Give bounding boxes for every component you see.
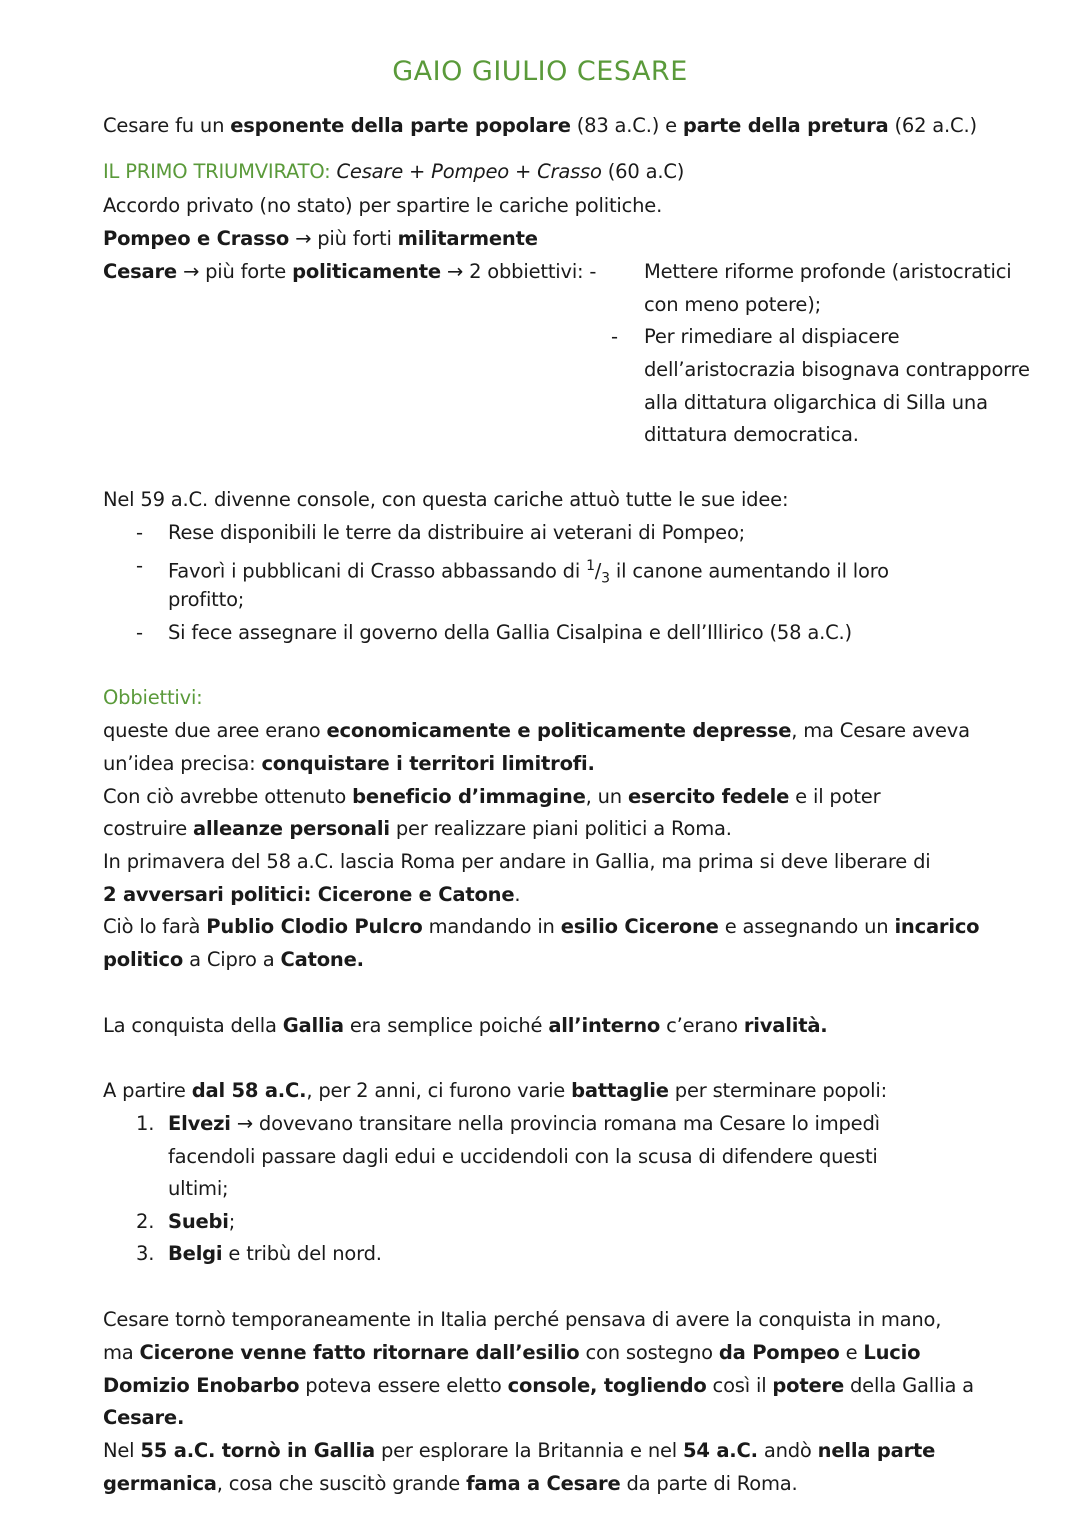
- text: costruire: [103, 817, 194, 840]
- text: (83 a.C.) e: [570, 114, 683, 137]
- objective-item-2-line-1: Per rimediare al dispiacere: [644, 325, 900, 348]
- consolato-item-3: Si fece assegnare il governo della Gallia Cisalpina e dell’Illirico (58 a.C.): [168, 621, 852, 644]
- text: Cesare fu un: [103, 114, 231, 137]
- cesare-line: [103, 256, 596, 288]
- fraction-slash: /: [594, 559, 602, 583]
- text: Ciò lo farà: [103, 915, 207, 938]
- bold-text: all’interno: [548, 1014, 661, 1037]
- consolato-item-2-line-2: profitto;: [168, 588, 245, 611]
- bold-text: Gallia: [282, 1014, 344, 1037]
- text: e tribù del nord.: [222, 1242, 382, 1265]
- bold-text: parte della pretura: [682, 114, 889, 137]
- text: → 2 obbiettivi: -: [440, 260, 597, 283]
- text: il canone aumentando il loro: [609, 559, 889, 583]
- bold-text: economicamente e politicamente depresse: [326, 719, 792, 742]
- bold-text: console: [507, 1374, 591, 1397]
- text: Con ciò avrebbe ottenuto: [103, 785, 353, 808]
- bold-text: togliendo: [603, 1374, 707, 1397]
- fraction-numerator: 1: [586, 558, 595, 574]
- ritorno-line-6: [103, 1468, 798, 1500]
- obbiettivi-line-4: [103, 813, 732, 845]
- bold-text: incarico: [894, 915, 980, 938]
- text: un’idea precisa:: [103, 752, 262, 775]
- bold-text: militarmente: [397, 227, 538, 250]
- list-bullet: -: [136, 521, 143, 544]
- obbiettivi-line-6: [103, 879, 520, 911]
- text: mandando in: [422, 915, 561, 938]
- text: ma: [103, 1341, 140, 1364]
- list-bullet: -: [136, 554, 143, 577]
- bold-text: Pompeo e Crasso: [103, 227, 290, 250]
- bold-text: esercito fedele: [627, 785, 790, 808]
- ritorno-line-3: [103, 1370, 974, 1402]
- text: poteva essere eletto: [299, 1374, 508, 1397]
- section-heading: IL PRIMO TRIUMVIRATO:: [103, 160, 331, 183]
- text: .: [820, 1014, 828, 1037]
- text: queste due aree erano: [103, 719, 327, 742]
- bold-text: dal 58 a.C.: [191, 1079, 307, 1102]
- text: da parte di Roma.: [620, 1472, 798, 1495]
- text: La conquista della: [103, 1014, 283, 1037]
- bold-text: Publio Clodio Pulcro: [206, 915, 423, 938]
- pompeo-crasso-line: [103, 223, 538, 255]
- bold-text: rivalità: [743, 1014, 821, 1037]
- bold-text: Catone: [280, 948, 357, 971]
- bold-text: fama a Cesare: [466, 1472, 621, 1495]
- text: ;: [228, 1210, 236, 1233]
- objective-item-2-line-2: dell’aristocrazia bisognava contrapporre: [644, 358, 1030, 381]
- objective-item-1-line-2: con meno potere);: [644, 293, 822, 316]
- text: andò: [757, 1439, 818, 1462]
- text: per sterminare popoli:: [668, 1079, 887, 1102]
- objective-item-1-line-1: Mettere riforme profonde (aristocratici: [644, 260, 1012, 283]
- battaglie-item-2: [168, 1206, 235, 1238]
- gallia-paragraph: [103, 1010, 828, 1042]
- bold-text: Cesare: [103, 260, 177, 283]
- italic-text: Cesare + Pompeo + Crasso: [330, 160, 602, 183]
- text: , cosa che suscitò grande: [216, 1472, 467, 1495]
- text: Favorì i pubblicani di Crasso abbassando di: [168, 559, 587, 583]
- battaglie-intro: [103, 1075, 887, 1107]
- bold-text: esilio Cicerone: [560, 915, 719, 938]
- text: .: [176, 1406, 185, 1429]
- ritorno-line-5: [103, 1435, 935, 1467]
- obbiettivi-line-5: In primavera del 58 a.C. lascia Roma per andare in Gallia, ma prima si deve liberare di: [103, 850, 931, 873]
- triumvirato-heading-line: [103, 156, 684, 188]
- text: era semplice poiché: [343, 1014, 549, 1037]
- bold-text: Lucio: [863, 1341, 921, 1364]
- text: A partire: [103, 1079, 192, 1102]
- objective-item-2-line-4: dittatura democratica.: [644, 423, 859, 446]
- text: c’erano: [660, 1014, 744, 1037]
- obbiettivi-line-3: [103, 781, 880, 813]
- bold-text: Cicerone venne fatto ritornare dall’esilio: [139, 1341, 580, 1364]
- battaglie-item-3: [168, 1238, 382, 1270]
- consolato-item-1: Rese disponibili le terre da distribuire ai veterani di Pompeo;: [168, 521, 746, 544]
- bold-text: 54 a.C.: [683, 1439, 758, 1462]
- bold-text: nella parte: [817, 1439, 936, 1462]
- bold-text: Suebi: [168, 1210, 229, 1233]
- bold-text: battaglie: [571, 1079, 669, 1102]
- text: per realizzare piani politici a Roma.: [389, 817, 732, 840]
- fraction-denominator: 3: [601, 570, 610, 587]
- battaglie-item-1-line-3: ultimi;: [168, 1177, 229, 1200]
- text: .: [514, 883, 521, 906]
- obbiettivi-line-1: [103, 715, 970, 747]
- battaglie-item-1-line-2: facendoli passare dagli edui e uccidendoli con la scusa di difendere questi: [168, 1145, 878, 1168]
- text: della Gallia a: [843, 1374, 974, 1397]
- text: a Cipro a: [183, 948, 281, 971]
- list-number: 2.: [136, 1210, 155, 1233]
- text: .: [356, 948, 364, 971]
- text: per esplorare la Britannia e nel: [374, 1439, 684, 1462]
- text: Nel: [103, 1439, 141, 1462]
- text: , ma Cesare aveva: [791, 719, 970, 742]
- list-bullet: -: [136, 621, 143, 644]
- bold-text: potere: [772, 1374, 844, 1397]
- consolato-item-2: [168, 550, 889, 594]
- objective-bullet-2: -: [611, 325, 618, 348]
- ritorno-line-2: [103, 1337, 920, 1369]
- ritorno-line-4: [103, 1402, 184, 1434]
- page-title: GAIO GIULIO CESARE: [392, 56, 688, 87]
- text: , un: [585, 785, 628, 808]
- text: e assegnando un: [718, 915, 895, 938]
- text: → dovevano transitare nella provincia romana ma Cesare lo impedì: [230, 1112, 880, 1135]
- text: e il poter: [789, 785, 881, 808]
- bold-text: Elvezi: [168, 1112, 231, 1135]
- bold-text: Cesare: [103, 1406, 177, 1429]
- triumvirato-line-2: Accordo privato (no stato) per spartire le cariche politiche.: [103, 194, 663, 217]
- intro-paragraph: [103, 110, 977, 142]
- bold-text: da Pompeo: [718, 1341, 840, 1364]
- bold-text: politicamente: [292, 260, 441, 283]
- bold-text: alleanze personali: [193, 817, 390, 840]
- battaglie-item-1: [168, 1108, 880, 1140]
- bold-text: 2 avversari politici: Cicerone e Catone: [103, 883, 515, 906]
- text: così il: [706, 1374, 773, 1397]
- text: con sostegno: [579, 1341, 719, 1364]
- text: , per 2 anni, ci furono varie: [306, 1079, 572, 1102]
- text: → più forte: [176, 260, 293, 283]
- bold-text: Domizio Enobarbo: [103, 1374, 300, 1397]
- text: ,: [590, 1374, 604, 1397]
- objective-item-2-line-3: alla dittatura oligarchica di Silla una: [644, 391, 988, 414]
- obbiettivi-line-8: [103, 944, 364, 976]
- bold-text: 55 a.C. tornò in Gallia: [140, 1439, 375, 1462]
- text: .: [587, 752, 595, 775]
- text: → più forti: [289, 227, 398, 250]
- bold-text: politico: [103, 948, 184, 971]
- text: (62 a.C.): [888, 114, 977, 137]
- bold-text: esponente della parte popolare: [230, 114, 571, 137]
- list-number: 1.: [136, 1112, 155, 1135]
- bold-text: conquistare i territori limitrofi: [261, 752, 588, 775]
- bold-text: Belgi: [168, 1242, 223, 1265]
- text: e: [839, 1341, 864, 1364]
- list-number: 3.: [136, 1242, 155, 1265]
- text: (60 a.C): [601, 160, 685, 183]
- obbiettivi-heading: Obbiettivi:: [103, 686, 203, 709]
- ritorno-line-1: Cesare tornò temporaneamente in Italia perché pensava di avere la conquista in mano,: [103, 1308, 942, 1331]
- consolato-intro: Nel 59 a.C. divenne console, con questa cariche attuò tutte le sue idee:: [103, 488, 789, 511]
- obbiettivi-line-2: [103, 748, 595, 780]
- bold-text: germanica: [103, 1472, 217, 1495]
- obbiettivi-line-7: [103, 911, 979, 943]
- bold-text: beneficio d’immagine: [352, 785, 586, 808]
